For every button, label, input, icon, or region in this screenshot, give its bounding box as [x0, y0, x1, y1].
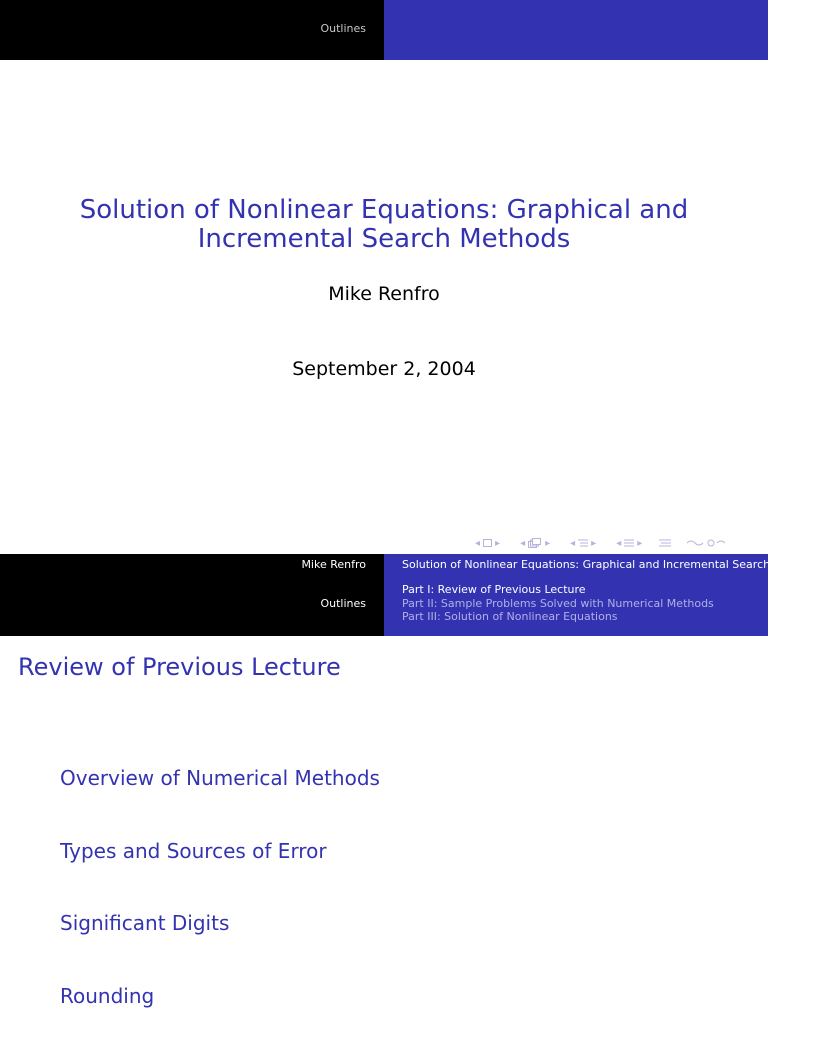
- presentation-title: Solution of Nonlinear Equations: Graphical and Incremental Search Methods: [40, 196, 728, 254]
- header-title[interactable]: Solution of Nonlinear Equations: Graphical and Incremental Search Methods: [402, 558, 821, 572]
- author-name: Mike Renfro: [0, 282, 768, 306]
- header-author[interactable]: Mike Renfro: [301, 558, 366, 572]
- toc-item-error-types[interactable]: Types and Sources of Error: [60, 837, 380, 910]
- header-right-panel: [384, 0, 768, 60]
- frame-nav-icon[interactable]: ◂ ▸: [517, 538, 553, 549]
- outlines-label[interactable]: Outlines: [320, 597, 366, 611]
- part-link-3[interactable]: Part III: Solution of Nonlinear Equations: [402, 610, 714, 624]
- section-list: [60, 764, 380, 1054]
- search-nav-icon[interactable]: [685, 538, 725, 548]
- outlines-label[interactable]: Outlines: [320, 22, 366, 36]
- document-nav-icon[interactable]: [659, 538, 671, 548]
- beamer-navigation-bar: [472, 536, 739, 550]
- toc-item-significant-digits[interactable]: Significant Digits: [60, 909, 380, 982]
- subsection-nav-icon[interactable]: ◂ ▸: [567, 538, 599, 549]
- header-right-panel: [384, 554, 768, 636]
- part-outline: [402, 583, 714, 624]
- toc-item-overview[interactable]: Overview of Numerical Methods: [60, 764, 380, 837]
- slide2-header: [0, 554, 768, 636]
- slide1-header: [0, 0, 768, 60]
- toc-item-rounding[interactable]: Rounding: [60, 982, 380, 1054]
- slide-nav-icon[interactable]: ◂ ▸: [472, 538, 503, 549]
- header-left-panel: [0, 554, 384, 636]
- section-nav-icon[interactable]: ◂ ▸: [613, 538, 645, 549]
- part-link-1[interactable]: Part I: Review of Previous Lecture: [402, 583, 714, 597]
- presentation-date: September 2, 2004: [0, 357, 768, 381]
- frame-title: Review of Previous Lecture: [18, 652, 341, 682]
- part-link-2[interactable]: Part II: Sample Problems Solved with Numerical Methods: [402, 597, 714, 611]
- header-left-panel: [0, 0, 384, 60]
